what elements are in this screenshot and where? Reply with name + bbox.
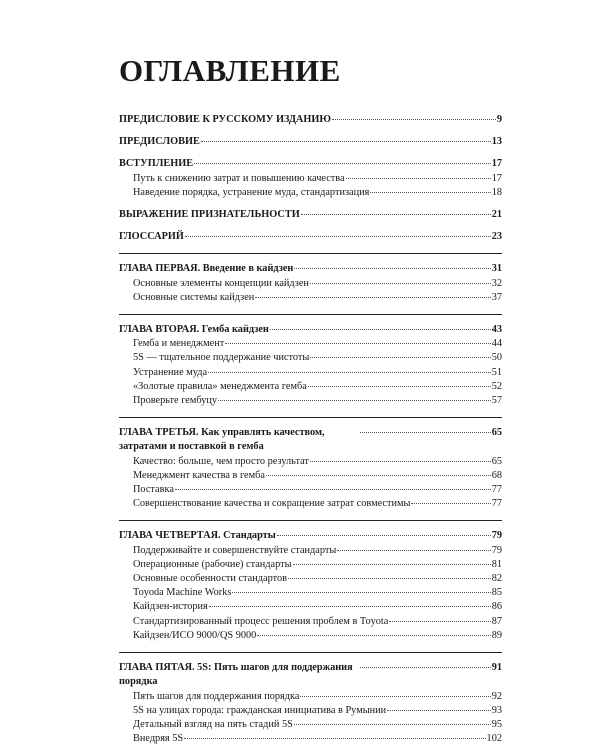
dot-leader — [310, 357, 490, 358]
toc-entry[interactable] — [119, 135, 502, 149]
page-number: 18 — [491, 186, 502, 198]
page-number: 102 — [486, 733, 502, 745]
dot-leader — [288, 578, 491, 579]
chapter-divider — [119, 520, 502, 521]
page-number: 9 — [496, 114, 502, 125]
dot-leader — [387, 710, 491, 711]
dot-leader — [300, 696, 490, 697]
entry-title: Операционные (рабочие) стандарты — [133, 558, 292, 570]
dot-leader — [308, 386, 491, 387]
toc-chapter[interactable] — [119, 661, 502, 689]
dot-leader — [337, 550, 490, 551]
chapter-block — [119, 426, 502, 511]
entry-title: Основные особенности стандартов — [133, 573, 287, 585]
page-number: 77 — [491, 498, 502, 510]
page-number: 92 — [491, 690, 502, 702]
entry-title: Пять шагов для поддержания порядка — [133, 690, 300, 702]
page-number: 81 — [491, 558, 502, 570]
page-number: 91 — [491, 662, 502, 674]
entry-title: ГЛАВА ЧЕТВЕРТАЯ. Стандарты — [119, 530, 276, 542]
toc-subentry[interactable] — [119, 497, 502, 511]
entry-title: Поставка — [133, 484, 174, 496]
toc-entry[interactable] — [119, 113, 502, 127]
toc-subentry[interactable] — [119, 366, 502, 380]
entry-title: Внедряя 5S — [133, 733, 184, 745]
page-number: 44 — [491, 338, 502, 350]
chapter-divider — [119, 253, 502, 254]
page-number: 17 — [491, 158, 502, 170]
page-number: 89 — [491, 629, 502, 641]
page-number: 68 — [491, 469, 502, 481]
chapter-divider — [119, 417, 502, 418]
entry-title: 5S на улицах города: гражданская инициатива в Румынии — [133, 704, 387, 716]
dot-leader — [310, 461, 491, 462]
toc-subentry[interactable] — [119, 615, 502, 629]
toc-subentry[interactable] — [119, 732, 502, 746]
toc-subentry[interactable] — [119, 394, 502, 408]
chapter-divider — [119, 652, 502, 653]
page-number: 31 — [491, 263, 502, 275]
entry-title: Совершенствование качества и сокращение затрат совместимы — [133, 498, 411, 510]
chapter-block — [119, 529, 502, 643]
dot-leader — [218, 400, 491, 401]
page-number: 21 — [491, 209, 502, 221]
entry-title: ВЫРАЖЕНИЕ ПРИЗНАТЕЛЬНОСТИ — [119, 209, 300, 221]
entry-title: «Золотые правила» менеджмента гемба — [133, 380, 307, 392]
toc-subentry[interactable] — [119, 718, 502, 732]
entry-title: Детальный взгляд на пять стадий 5S — [133, 718, 293, 730]
entry-title: ВСТУПЛЕНИЕ — [119, 158, 194, 170]
chapter-block — [119, 661, 502, 746]
toc-entry[interactable] — [119, 230, 502, 244]
dot-leader — [294, 268, 490, 269]
toc-chapter[interactable] — [119, 426, 502, 454]
spacer — [119, 127, 502, 135]
page-number: 37 — [491, 291, 502, 303]
dot-leader — [209, 606, 491, 607]
dot-leader — [277, 535, 491, 536]
toc-subentry[interactable] — [119, 380, 502, 394]
page-number: 57 — [491, 395, 502, 407]
page-number: 50 — [491, 352, 502, 364]
dot-leader — [360, 432, 491, 433]
dot-leader — [389, 621, 490, 622]
page-number: 93 — [491, 704, 502, 716]
page-number: 79 — [491, 544, 502, 556]
dot-leader — [257, 635, 490, 636]
entry-title: Toyoda Machine Works — [133, 587, 232, 599]
toc-subentry[interactable] — [119, 455, 502, 469]
dot-leader — [301, 214, 491, 215]
dot-leader — [360, 667, 491, 668]
toc-subentry[interactable] — [119, 572, 502, 586]
toc-subentry[interactable] — [119, 690, 502, 704]
entry-title: Основные элементы концепции кайдзен — [133, 277, 309, 289]
toc-subentry[interactable] — [119, 186, 502, 200]
entry-title: Наведение порядка, устранение муда, стандартизация — [133, 186, 370, 198]
entry-title: Стандартизированный процесс решения проблем в Toyota — [133, 615, 389, 627]
entry-title: Путь к снижению затрат и повышению качества — [133, 172, 345, 184]
toc-subentry[interactable] — [119, 629, 502, 643]
dot-leader — [294, 724, 491, 725]
entry-title: ГЛАВА ВТОРАЯ. Гемба кайдзен — [119, 324, 269, 336]
dot-leader — [270, 329, 491, 330]
dot-leader — [185, 236, 491, 237]
entry-title: Поддерживайте и совершенствуйте стандарты — [133, 544, 337, 556]
toc-chapter[interactable] — [119, 529, 502, 543]
entry-title: Кайдзен-история — [133, 601, 208, 613]
spacer — [119, 149, 502, 157]
spacer — [119, 200, 502, 208]
page-number: 13 — [491, 136, 502, 148]
toc-subentry[interactable] — [119, 704, 502, 718]
entry-title: Устранение муда — [133, 366, 208, 378]
toc-subentry[interactable] — [119, 172, 502, 186]
toc-chapter[interactable] — [119, 262, 502, 276]
spacer — [119, 222, 502, 230]
page-number: 32 — [491, 277, 502, 289]
toc-subentry[interactable] — [119, 351, 502, 365]
dot-leader — [310, 283, 491, 284]
entry-title: Проверьте гембуцу — [133, 395, 218, 407]
dot-leader — [184, 738, 485, 739]
toc-subentry[interactable] — [119, 600, 502, 614]
entry-title: ГЛАВА ПЯТАЯ. 5S: Пять шагов для поддержания порядка — [119, 662, 353, 688]
toc-subentry[interactable] — [119, 469, 502, 483]
page-number: 51 — [491, 366, 502, 378]
toc-subentry[interactable] — [119, 483, 502, 497]
chapter-divider — [119, 314, 502, 315]
page-number: 23 — [491, 231, 502, 243]
page-title: ОГЛАВЛЕНИЕ — [119, 53, 341, 88]
page-number: 85 — [491, 587, 502, 599]
page-number: 43 — [491, 324, 502, 336]
entry-title: ПРЕДИСЛОВИЕ — [119, 136, 200, 148]
dot-leader — [175, 489, 491, 490]
dot-leader — [255, 297, 490, 298]
entry-title: Гемба и менеджмент — [133, 338, 225, 350]
page-number: 79 — [491, 530, 502, 542]
entry-title: ГЛАВА ТРЕТЬЯ. Как управлять качеством, затратами и поставкой в гемба — [119, 427, 325, 453]
dot-leader — [332, 119, 496, 120]
page-number: 52 — [491, 380, 502, 392]
page-number: 77 — [491, 484, 502, 496]
entry-title: Качество: больше, чем просто результат — [133, 455, 309, 467]
dot-leader — [411, 503, 490, 504]
toc-chapter[interactable] — [119, 323, 502, 337]
dot-leader — [194, 163, 491, 164]
dot-leader — [370, 192, 490, 193]
entry-title: Менеджмент качества в гемба — [133, 469, 265, 481]
toc-subentry[interactable] — [119, 558, 502, 572]
toc-subentry[interactable] — [119, 337, 502, 351]
chapter-block — [119, 323, 502, 408]
entry-title: Основные системы кайдзен — [133, 291, 255, 303]
dot-leader — [266, 475, 491, 476]
entry-title: ПРЕДИСЛОВИЕ К РУССКОМУ ИЗДАНИЮ — [119, 114, 331, 125]
toc-subentry[interactable] — [119, 544, 502, 558]
chapter-block — [119, 262, 502, 305]
toc-subentry[interactable] — [119, 586, 502, 600]
page-number: 65 — [491, 427, 502, 439]
toc-subentry[interactable] — [119, 277, 502, 291]
entry-title: ГЛОССАРИЙ — [119, 231, 184, 243]
toc-entry[interactable] — [119, 157, 502, 171]
entry-title: 5S — тщательное поддержание чистоты — [133, 352, 310, 364]
table-of-contents — [119, 113, 502, 746]
entry-title: Кайдзен/ИСО 9000/QS 9000 — [133, 629, 257, 641]
dot-leader — [232, 592, 490, 593]
page-number: 17 — [491, 172, 502, 184]
page-number: 87 — [491, 615, 502, 627]
page-number: 95 — [491, 718, 502, 730]
dot-leader — [293, 564, 491, 565]
toc-subentry[interactable] — [119, 291, 502, 305]
page-number: 65 — [491, 455, 502, 467]
dot-leader — [201, 141, 491, 142]
entry-title: ГЛАВА ПЕРВАЯ. Введение в кайдзен — [119, 263, 294, 275]
dot-leader — [225, 343, 490, 344]
page-number: 86 — [491, 601, 502, 613]
toc-entry[interactable] — [119, 208, 502, 222]
page-number: 82 — [491, 573, 502, 585]
dot-leader — [208, 372, 491, 373]
dot-leader — [346, 178, 491, 179]
